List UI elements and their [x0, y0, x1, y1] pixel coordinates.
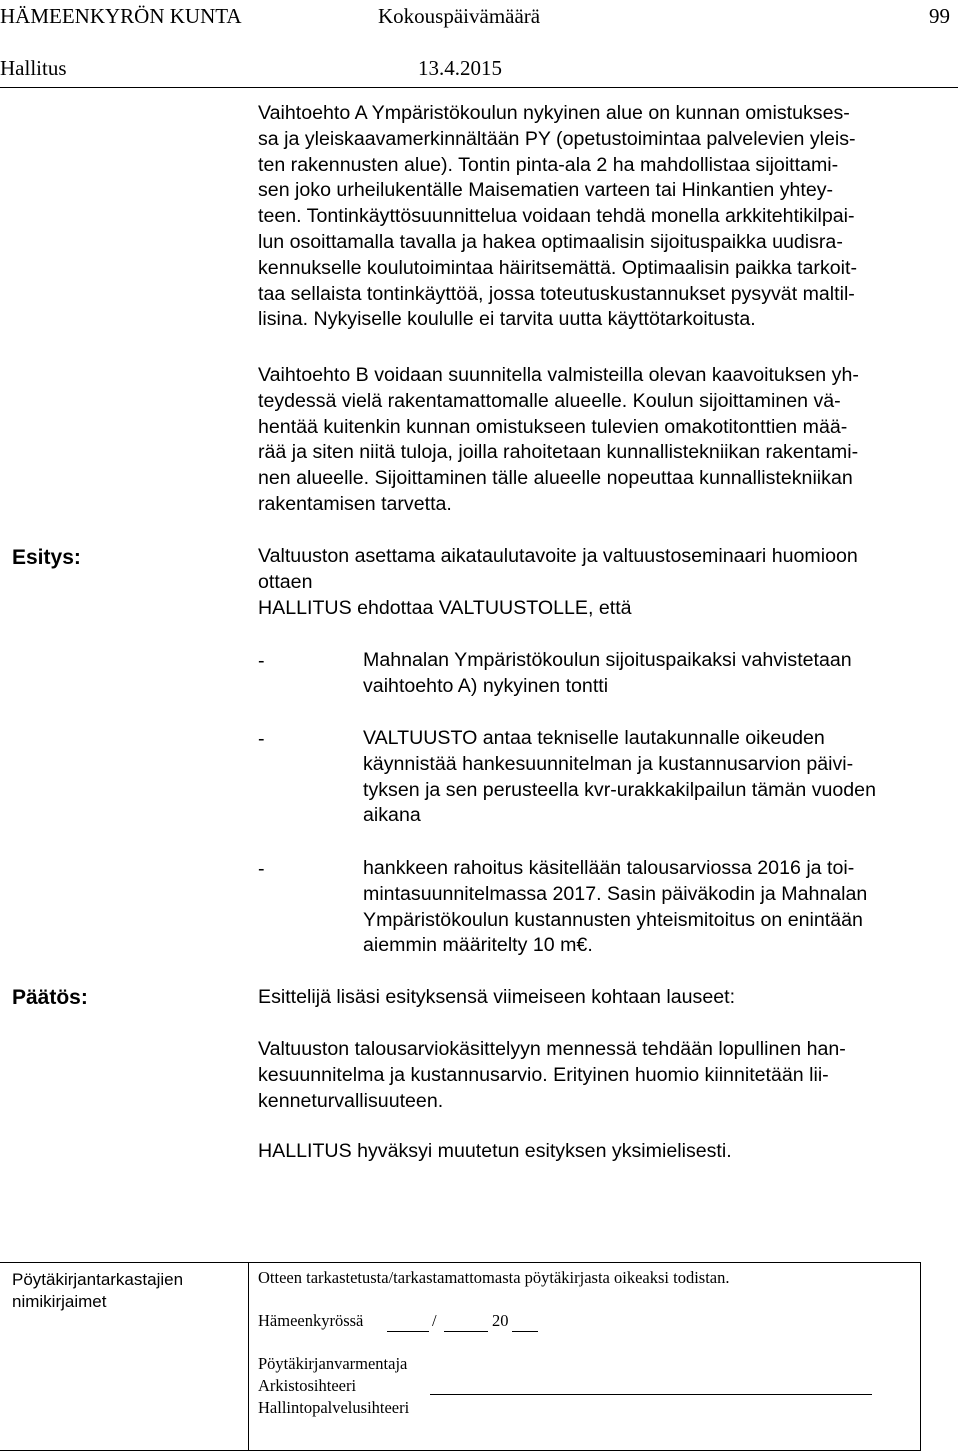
place-label: Hämeenkyrössä [258, 1311, 364, 1330]
text-line: Valtuuston asettama aikataulutavoite ja valtuustoseminaari huomioon [258, 545, 858, 567]
list-bullet: - [258, 650, 265, 672]
text-line: tyksen ja sen perusteella kvr-urakkakilpailun tämän vuoden [363, 778, 876, 801]
proposal-item [363, 648, 953, 700]
text-line: kenneturvallisuuteen. [258, 1089, 444, 1112]
meeting-date-label: Kokouspäivämäärä [378, 4, 541, 28]
text-line: hentää kuitenkin kunnan omistukseen tulevien omakotitonttien mää- [258, 415, 848, 438]
proposal-item [363, 856, 953, 959]
text-line: teen. Tontinkäyttösuunnittelua voidaan tehdä monella arkkitehtikilpai- [258, 205, 855, 228]
text-line: kennukselle koulutoimintaa häiritsemättä. Optimaalisin paikka tarkoit- [258, 256, 857, 279]
role-archive-secretary: Arkistosihteeri [258, 1376, 357, 1395]
decision-label: Päätös: [12, 986, 88, 1009]
text-line: vaihtoehto A) nykyinen tontti [363, 674, 609, 697]
year-prefix: 20 [492, 1311, 509, 1330]
role-verifier: Pöytäkirjanvarmentaja [258, 1354, 408, 1373]
decision-intro [258, 985, 948, 1011]
text-line: Esittelijä lisäsi esityksensä viimeiseen kohtaan lauseet: [258, 986, 736, 1008]
text-line: Ympäristökoulun kustannusten yhteismitoitus on enintään [363, 908, 863, 931]
month-blank [444, 1331, 488, 1332]
text-line: käynnistää hankesuunnitelman ja kustannusarvion päivi- [363, 752, 854, 775]
text-line: lun osoittamalla tavalla ja hakea optimaalisin sijoituspaikka uudisra- [258, 230, 843, 253]
day-blank [387, 1331, 429, 1332]
text-line: Vaihtoehto A Ympäristökoulun nykyinen alue on kunnan omistukses- [258, 102, 850, 124]
footer-signature-box [0, 1262, 921, 1451]
meeting-date: 13.4.2015 [418, 56, 502, 80]
text-line: ottaen [258, 570, 313, 593]
reviewers-initials-label [12, 1269, 183, 1313]
text-line: nen alueelle. Sijoittaminen tälle alueelle nopeuttaa kunnallistekniikan [258, 467, 853, 490]
date-slash: / [432, 1311, 437, 1330]
text-line: aikana [363, 804, 421, 827]
text-line: rää ja siten niitä tuloja, joilla rahoitetaan kunnallistekniikan rakentami- [258, 441, 859, 464]
role-admin-secretary: Hallintopalvelusihteeri [258, 1398, 410, 1417]
header-rule [0, 87, 958, 88]
page-number: 99 [929, 4, 950, 28]
text-line: Mahnalan Ympäristökoulun sijoituspaikaksi vahvistetaan [363, 649, 852, 671]
year-blank [512, 1331, 538, 1332]
municipality-name: HÄMEENKYRÖN KUNTA [0, 4, 242, 28]
text-line: kesuunnitelma ja kustannusarvio. Erityinen huomio kiinnitetään lii- [258, 1063, 829, 1086]
list-bullet: - [258, 728, 265, 750]
certification-text: Otteen tarkastetusta/tarkastamattomasta pöytäkirjasta oikeaksi todistan. [258, 1268, 730, 1287]
text-line: ten rakennusten alue). Tontin pinta-ala 2 ha mahdollistaa sijoittami- [258, 153, 839, 176]
text-line: rakentamisen tarvetta. [258, 492, 452, 515]
text-line: HALLITUS ehdottaa VALTUUSTOLLE, että [258, 596, 632, 619]
text-line: mintasuunnitelmassa 2017. Sasin päiväkodin ja Mahnalan [363, 882, 868, 905]
signature-line [430, 1394, 872, 1395]
text-line: HALLITUS hyväksyi muutetun esityksen yksimielisesti. [258, 1140, 732, 1162]
text-line: VALTUUSTO antaa tekniselle lautakunnalle oikeuden [363, 727, 825, 749]
text-line: hankkeen rahoitus käsitellään talousarviossa 2016 ja toi- [363, 857, 855, 879]
text-line: Pöytäkirjantarkastajien [12, 1270, 184, 1289]
text-line: teydessä vielä rakentamattomalle alueelle. Koulun sijoittaminen vä- [258, 389, 841, 412]
proposal-item [363, 726, 953, 829]
text-line: nimikirjaimet [12, 1292, 107, 1311]
text-line: sa ja yleiskaavamerkinnältään PY (opetustoimintaa palvelevien yleis- [258, 127, 856, 150]
text-line: lisina. Nykyiselle koululle ei tarvita uutta käyttötarkoitusta. [258, 308, 756, 331]
proposal-label: Esitys: [12, 546, 81, 569]
text-line: Valtuuston talousarviokäsittelyyn mennessä tehdään lopullinen han- [258, 1038, 846, 1060]
text-line: Vaihtoehto B voidaan suunnitella valmisteilla olevan kaavoituksen yh- [258, 364, 859, 386]
decision-statement [258, 1139, 948, 1165]
list-bullet: - [258, 858, 265, 880]
proposal-intro [258, 544, 948, 621]
governing-body: Hallitus [0, 56, 67, 80]
decision-addition [258, 1037, 948, 1114]
paragraph-alternative-b [258, 363, 948, 518]
text-line: sen joko urheilukentälle Maisematien varteen tai Hinkantien yhtey- [258, 179, 834, 202]
text-line: aiemmin määritelty 10 m€. [363, 934, 593, 957]
paragraph-alternative-a [258, 101, 948, 333]
footer-divider [248, 1263, 249, 1450]
text-line: taa sellaista tontinkäyttöä, jossa toteutuskustannukset pysyvät maltil- [258, 282, 855, 305]
